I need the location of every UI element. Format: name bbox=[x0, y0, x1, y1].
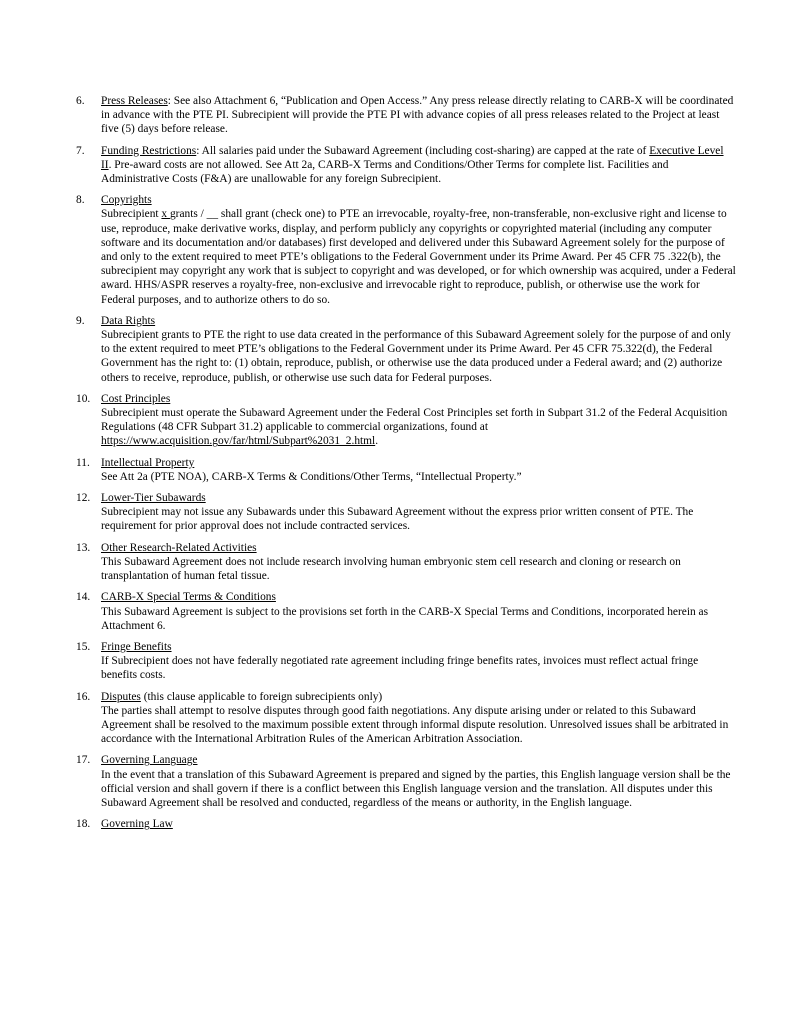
clause-number: 13. bbox=[76, 541, 91, 554]
heading-separator: : bbox=[167, 95, 174, 107]
clause-governing-law bbox=[76, 817, 736, 831]
clause-body bbox=[101, 406, 736, 449]
clause-text: Subrecipient bbox=[101, 208, 162, 221]
clause-list bbox=[76, 94, 736, 838]
clause-number: 7. bbox=[76, 144, 85, 157]
clause-heading-note: (this clause applicable to foreign subrecipients only) bbox=[140, 690, 383, 703]
clause-heading: Governing Law bbox=[101, 818, 173, 831]
clause-disputes bbox=[76, 690, 736, 747]
clause-heading: Press Releases bbox=[101, 95, 168, 107]
clause-text: If Subrecipient does not have federally negotiated rate agreement including fringe benefits rates, invoices must reflect actual fringe benefits costs. bbox=[101, 655, 699, 682]
clause-heading: Disputes bbox=[101, 690, 141, 703]
clause-heading: CARB-X Special Terms & Conditions bbox=[101, 591, 276, 604]
clause-text: All salaries paid under the Subaward Agreement (including cost-sharing) are capped at the rate of bbox=[201, 144, 650, 157]
clause-number: 12. bbox=[76, 492, 91, 505]
clause-body bbox=[101, 207, 736, 306]
clause-number: 16. bbox=[76, 690, 91, 703]
clause-text-end: . bbox=[375, 435, 379, 448]
clause-press-releases bbox=[76, 94, 736, 137]
clause-other-research-activities bbox=[76, 541, 736, 584]
clause-number: 14. bbox=[76, 591, 91, 604]
clause-fringe-benefits bbox=[76, 640, 736, 683]
clause-text: See Att 2a (PTE NOA), CARB-X Terms & Conditions/Other Terms, “Intellectual Property.” bbox=[101, 470, 522, 483]
clause-number: 18. bbox=[76, 818, 91, 831]
clause-text: Subrecipient must operate the Subaward Agreement under the Federal Cost Principles set forth in Subpart 31.2 of the Federal Acquisition Regulations (48 CFR Subpart 31.2) applicable to commercial organizations, found at bbox=[101, 407, 728, 434]
clause-governing-language bbox=[76, 753, 736, 810]
clause-heading: Fringe Benefits bbox=[101, 640, 172, 653]
clause-text-continued: . Pre-award costs are not allowed. See Att 2a, CARB-X Terms and Conditions/Other Terms for complete list. Facilities and Administrative Costs (F&A) are unallowable for any foreign Subrecipient. bbox=[101, 158, 669, 186]
clause-number: 9. bbox=[76, 314, 85, 327]
clause-number: 8. bbox=[76, 194, 85, 207]
clause-intellectual-property bbox=[76, 456, 736, 484]
clause-heading: Governing Language bbox=[101, 754, 198, 767]
clause-heading: Cost Principles bbox=[101, 392, 171, 405]
clause-heading: Funding Restrictions bbox=[101, 144, 197, 157]
clause-heading: Data Rights bbox=[101, 314, 156, 327]
clause-text: See also Attachment 6, “Publication and Open Access.” Any press release directly relating to CARB-X will be coordinated in advance with the PTE PI. Subrecipient will provide the PTE PI with advance copies of all press releases related to the Project at least five (5) days before release. bbox=[101, 95, 734, 136]
clause-heading: Lower-Tier Subawards bbox=[101, 492, 206, 505]
clause-text: The parties shall attempt to resolve disputes through good faith negotiations. Any dispute arising under or related to this Subaward Agreement shall be resolved to the maximum possible extent through informal dispute resolution. Unresolved issues shall be arbitrated in accordance with the International Arbitration Rules of the American Arbitration Association. bbox=[101, 704, 729, 746]
clause-text-continued: shall grant (check one) to PTE an irrevocable, royalty-free, non-transferable, non-exclusive right and license to use, reproduce, make derivative works, display, and perform publicly any copyrights or copyrighted material (including any computer software and its documentation and/or databases) first developed and delivered under this Subaward Agreement solely for the purpose of and only to the extent required to meet PTE’s obligations to the Federal Government under its Prime Award. Per 45 CFR 75 .322(b), the subrecipient may copyright any work that is subject to copyright and was developed, or for which ownership was acquired, under a Federal award. HHS/ASPR reserves a royalty-free, non-exclusive and irrevocable right to reproduce, publish, or otherwise use the work for Federal purposes, and to authorize others to do so. bbox=[101, 208, 736, 306]
clause-text: In the event that a translation of this Subaward Agreement is prepared and signed by the parties, this English language version shall be the official version and shall govern if there is a conflict between this English language version and the translation. All disputes under this Subaward Agreement shall be resolved and conducted, regardless of the means or authority, in the English language. bbox=[101, 768, 731, 809]
clause-heading: Copyrights bbox=[101, 194, 152, 207]
clause-data-rights bbox=[76, 314, 736, 385]
clause-text: This Subaward Agreement is subject to the provisions set forth in the CARB-X Special Terms and Conditions, incorporated herein as Attachment 6. bbox=[101, 605, 709, 632]
clause-text-option: grants / bbox=[169, 208, 207, 221]
clause-number: 6. bbox=[76, 95, 85, 107]
clause-number: 15. bbox=[76, 640, 91, 653]
clause-cost-principles bbox=[76, 392, 736, 449]
heading-separator: : bbox=[196, 144, 202, 157]
clause-heading: Other Research-Related Activities bbox=[101, 541, 257, 554]
far-subpart-link[interactable]: https://www.acquisition.gov/far/html/Subpart%2031_2.html bbox=[101, 435, 376, 448]
check-option-grants: x bbox=[161, 208, 170, 221]
clause-text: This Subaward Agreement does not include research involving human embryonic stem cell research and cloning or research on transplantation of human fetal tissue. bbox=[101, 555, 681, 583]
executive-level-reference: Executive Level II bbox=[101, 144, 724, 171]
clause-funding-restrictions bbox=[76, 144, 736, 187]
clause-number: 10. bbox=[76, 392, 91, 405]
clause-number: 11. bbox=[76, 456, 90, 469]
clause-number: 17. bbox=[76, 754, 91, 767]
check-option-shall-grant: __ bbox=[206, 208, 219, 221]
clause-lower-tier-subawards bbox=[76, 491, 736, 534]
clause-copyrights bbox=[76, 193, 736, 307]
clause-text: Subrecipient grants to PTE the right to use data created in the performance of this Subaward Agreement solely for the purpose of and only to the extent required to meet PTE’s obligations to the Federal Government under its Prime Award. Per 45 CFR 75.322(d), the Federal Government has the right to: (1) obtain, reproduce, publish, or otherwise use the data produced under a Federal award; and (2) authorize others to receive, reproduce, publish, or otherwise use such data for Federal purposes. bbox=[101, 329, 731, 384]
clause-heading: Intellectual Property bbox=[101, 456, 195, 469]
clause-text: Subrecipient may not issue any Subawards under this Subaward Agreement without the express prior written consent of PTE. The requirement for prior approval does not include contracted services. bbox=[101, 506, 694, 533]
clause-carbx-special-terms bbox=[76, 590, 736, 633]
